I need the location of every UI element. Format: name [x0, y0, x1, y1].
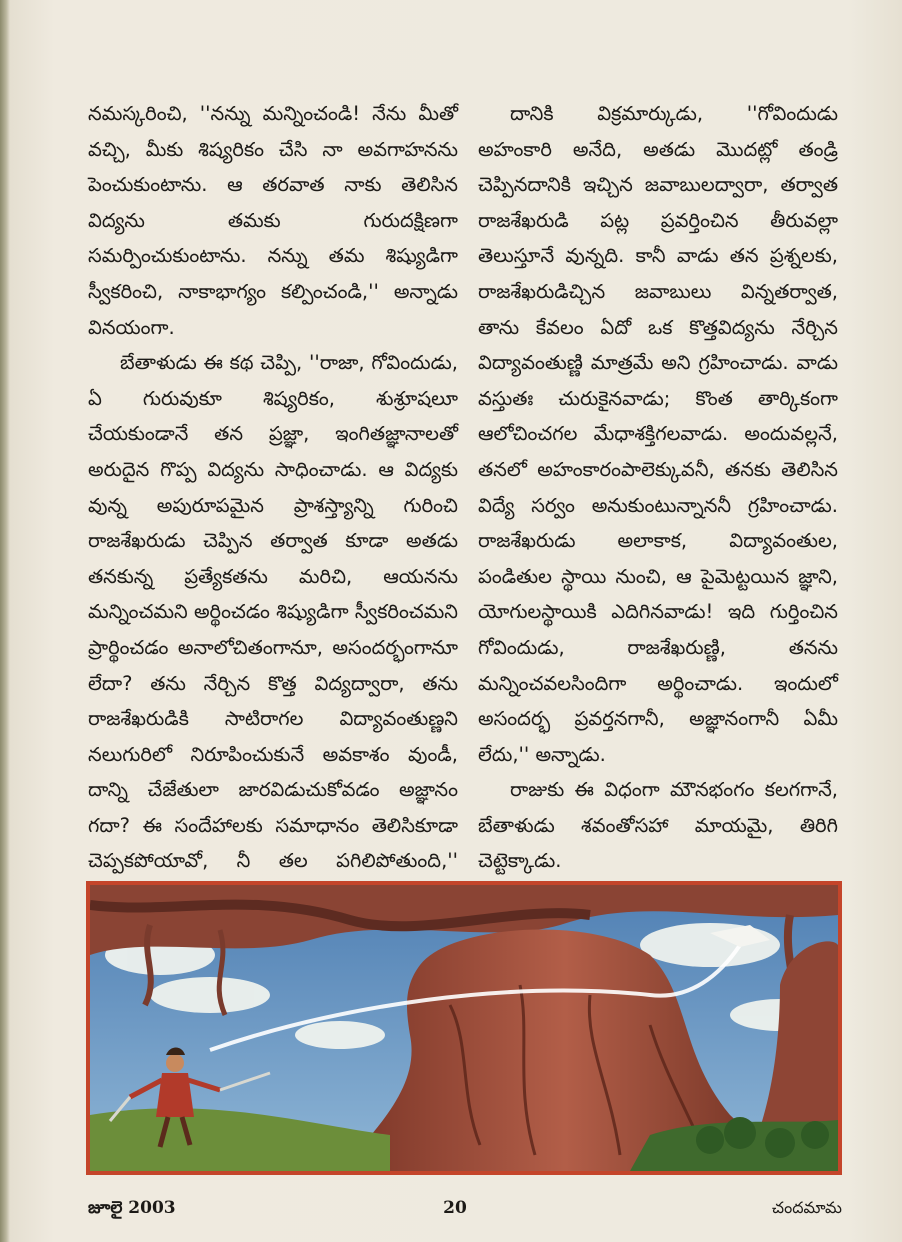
magazine-name: చందమామ	[771, 1198, 842, 1217]
right-column	[478, 96, 838, 950]
page-number: 20	[443, 1198, 467, 1218]
story-illustration	[86, 881, 842, 1175]
paragraph: దానికి విక్రమార్కుడు, ''గోవిందుడు అహంకారి అనేది, అతడు మొదట్లో తండ్రి చెప్పినదానికి ఇచ్చిన జవాబులద్వారా, తర్వాత రాజశేఖరుడి పట్ల ప్రవర్తించిన తీరువల్లా తెలుస్తూనే వున్నది. కానీ వాడు తన ప్రశ్నలకు, రాజశేఖరుడిచ్చిన జవాబులు విన్నతర్వాత, తాను కేవలం ఏదో ఒక కొత్తవిద్యను నేర్చిన విద్యావంతుణ్ణి మాత్రమే అని గ్రహించాడు. వాడు వస్తుతః చురుకైనవాడు; కొంత తార్కికంగా ఆలోచించగల మేధాశక్తిగలవాడు. అందువల్లనే, తనలో అహంకారంపాలెక్కువనీ, తనకు తెలిసిన విద్యే సర్వం అనుకుంటున్నాననీ గ్రహించాడు. రాజశేఖరుడు అలాకాక, విద్యావంతుల, పండితుల స్థాయి నుంచి, ఆ పైమెట్టయిన జ్ఞాని, యోగులస్థాయికి ఎదిగినవాడు! ఇది గుర్తించిన గోవిందుడు, రాజశేఖరుణ్ణి, తనను మన్నించవలసిందిగా అర్థించాడు. ఇందులో అసందర్భ ప్రవర్తనగానీ, అజ్ఞానంగానీ ఏమీ లేదు,'' అన్నాడు.	[478, 102, 838, 766]
paragraph: నమస్కరించి, ''నన్ను మన్నించండి! నేను మీతో వచ్చి, మీకు శిష్యరికం చేసి నా అవగాహనను పెంచుకుంటాను. ఆ తరవాత నాకు తెలిసిన విద్యను తమకు గురుదక్షిణగా సమర్పించుకుంటాను. నన్ను తమ శిష్యుడిగా స్వీకరించి, నాకాభాగ్యం కల్పించండి,'' అన్నాడు వినయంగా.	[88, 102, 458, 339]
illustration-drawing	[90, 885, 838, 1171]
issue-date: జూలై 2003	[88, 1198, 176, 1218]
left-column	[88, 96, 458, 915]
paragraph: బేతాళుడు ఈ కథ చెప్పి, ''రాజా, గోవిందుడు, ఏ గురువుకూ శిష్యరికం, శుశ్రూషలూ చేయకుండానే తన ప్రజ్ఞా, ఇంగితజ్ఞానాలతో అరుదైన గొప్ప విద్యను సాధించాడు. ఆ విద్యకు వున్న అపురూపమైన ప్రాశస్త్యాన్ని గురించి రాజశేఖరుడు చెప్పిన తర్వాత కూడా అతడు తనకున్న ప్రత్యేకతను మరిచి, ఆయనను మన్నించమని అర్థించడం శిష్యుడిగా స్వీకరించమని ప్రార్థించడం అనాలోచితంగానూ, అసందర్భంగానూ లేదా? తను నేర్చిన కొత్త విద్యద్వారా, తను రాజశేఖరుడికి సాటిరాగల విద్యావంతుణ్ణని నలుగురిలో నిరూపించుకునే అవకాశం వుండీ, దాన్ని చేజేతులా జారవిడుచుకోవడం అజ్ఞానం గదా? ఈ సందేహాలకు సమాధానం తెలిసికూడా చెప్పకపోయావో, నీ తల పగిలిపోతుంది,''	[88, 351, 458, 873]
paragraph: రాజుకు ఈ విధంగా మౌనభంగం కలగగానే, బేతాళుడు శవంతోసహా మాయమై, తిరిగి చెట్టెక్కాడు.	[478, 778, 838, 873]
binding-edge	[0, 0, 10, 1242]
